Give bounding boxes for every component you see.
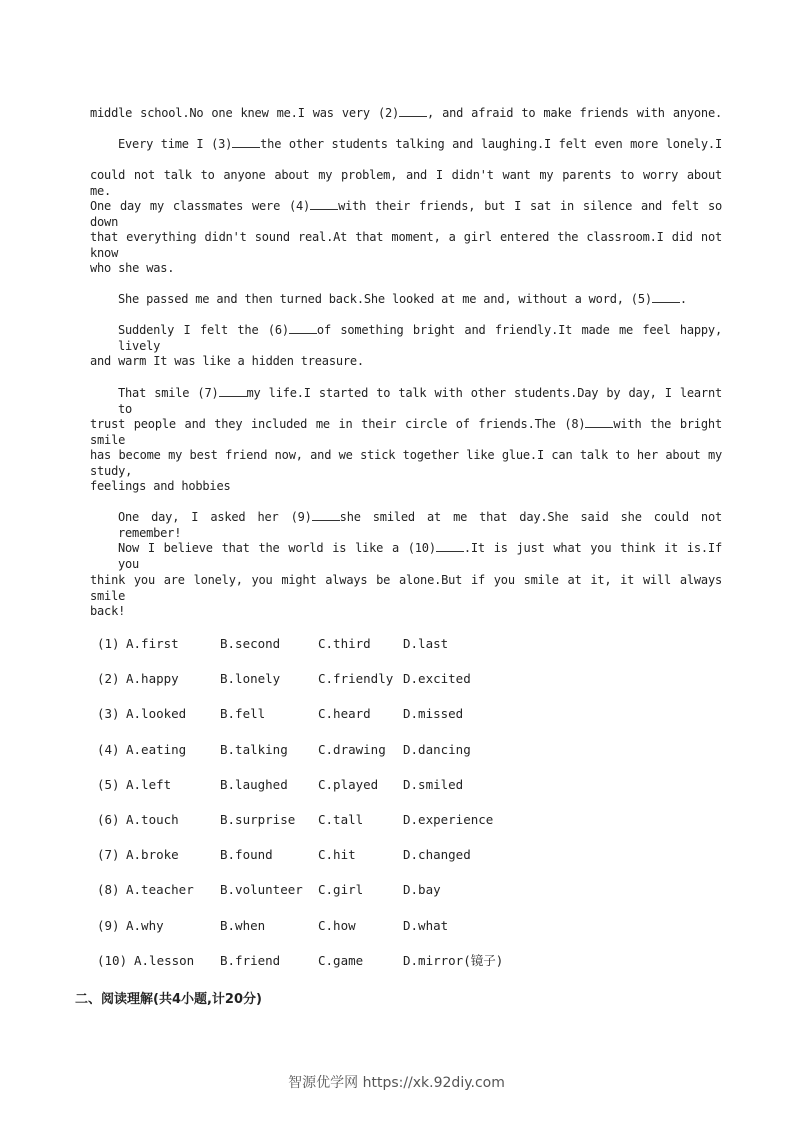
passage-line	[90, 198, 722, 230]
answer-blank[interactable]	[312, 509, 340, 521]
line-text: and warm It was like a hidden treasure.	[90, 354, 364, 368]
line-text: could not talk to anyone about my problem, and I didn't want my parents to worry about me.	[90, 168, 722, 198]
option-c[interactable]: C.how	[318, 918, 356, 933]
line-text: has become my best friend now, and we stick together like glue.I can talk to her about my study,	[90, 448, 722, 478]
option-c[interactable]: C.hit	[318, 847, 356, 862]
passage-line	[90, 447, 722, 479]
passage-line	[118, 136, 722, 152]
line-text: that everything didn't sound real.At that moment, a girl entered the classroom.I did not know	[90, 230, 722, 260]
option-a[interactable]: A.why	[126, 918, 164, 933]
question-number: (5)	[97, 777, 120, 792]
passage-line	[118, 291, 722, 307]
question-number: (3)	[97, 706, 120, 721]
footer-watermark: 智源优学网 https://xk.92diy.com	[288, 1075, 505, 1091]
option-b[interactable]: B.talking	[220, 742, 288, 757]
option-b[interactable]: B.lonely	[220, 671, 281, 686]
line-text: Every time I (3)	[118, 137, 233, 151]
section-title: 二、阅读理解(共4小题,计20分)	[75, 992, 262, 1007]
passage-line	[90, 478, 722, 494]
option-d[interactable]: D.dancing	[403, 742, 471, 757]
answer-blank[interactable]	[232, 136, 260, 148]
passage-line	[90, 353, 722, 369]
option-c[interactable]: C.drawing	[318, 742, 386, 757]
question-number: (2)	[97, 671, 120, 686]
option-c[interactable]: C.tall	[318, 812, 364, 827]
line-text: she smiled at me that day.She said she could not remember!	[118, 510, 722, 540]
line-text: with their friends, but I sat in silence and felt so down	[90, 199, 722, 229]
option-a[interactable]: A.touch	[126, 812, 179, 827]
line-text: Now I believe that the world is like a (10)	[118, 541, 436, 555]
question-number: (1)	[97, 636, 120, 651]
line-text: my life.I started to talk with other students.Day by day, I learnt to	[118, 386, 722, 416]
line-text: One day my classmates were (4)	[90, 199, 311, 213]
option-a[interactable]: A.eating	[126, 742, 187, 757]
option-d[interactable]: D.excited	[403, 671, 471, 686]
option-a[interactable]: A.lesson	[134, 953, 195, 968]
answer-blank[interactable]	[585, 416, 613, 428]
option-a[interactable]: A.left	[126, 777, 172, 792]
option-b[interactable]: B.laughed	[220, 777, 288, 792]
option-d[interactable]: D.missed	[403, 706, 464, 721]
answer-blank[interactable]	[652, 291, 680, 303]
answer-blank[interactable]	[310, 198, 338, 210]
option-c[interactable]: C.girl	[318, 882, 364, 897]
line-text: , and afraid to make friends with anyone.	[427, 106, 723, 120]
line-text: feelings and hobbies	[90, 479, 231, 493]
answer-blank[interactable]	[289, 322, 317, 334]
option-d[interactable]: D.changed	[403, 847, 471, 862]
option-c[interactable]: C.heard	[318, 706, 371, 721]
option-d[interactable]: D.mirror(镜子)	[403, 953, 504, 968]
option-a[interactable]: A.looked	[126, 706, 187, 721]
line-text: middle school.No one knew me.I was very (2)	[90, 106, 400, 120]
option-b[interactable]: B.found	[220, 847, 273, 862]
option-b[interactable]: B.second	[220, 636, 281, 651]
line-text: with the bright smile	[90, 417, 722, 447]
line-text: .	[679, 292, 687, 306]
passage-line	[118, 385, 722, 417]
line-text: who she was.	[90, 261, 175, 275]
option-d[interactable]: D.last	[403, 636, 449, 651]
option-a[interactable]: A.happy	[126, 671, 179, 686]
question-number: (6)	[97, 812, 120, 827]
passage-line	[90, 105, 722, 121]
question-number: (10)	[97, 953, 128, 968]
line-text: One day, I asked her (9)	[118, 510, 312, 524]
line-text: trust people and they included me in their circle of friends.The (8)	[90, 417, 586, 431]
passage-line	[90, 229, 722, 261]
option-a[interactable]: A.teacher	[126, 882, 194, 897]
passage-line	[90, 167, 722, 199]
question-number: (4)	[97, 742, 120, 757]
option-b[interactable]: B.fell	[220, 706, 266, 721]
passage-line	[118, 540, 722, 572]
line-text: Suddenly I felt the (6)	[118, 323, 289, 337]
option-c[interactable]: C.game	[318, 953, 364, 968]
question-number: (7)	[97, 847, 120, 862]
answer-blank[interactable]	[219, 385, 247, 397]
option-d[interactable]: D.bay	[403, 882, 441, 897]
option-c[interactable]: C.friendly	[318, 671, 394, 686]
question-number: (8)	[97, 882, 120, 897]
option-d[interactable]: D.experience	[403, 812, 494, 827]
line-text: of something bright and friendly.It made me feel happy, lively	[118, 323, 722, 353]
option-b[interactable]: B.friend	[220, 953, 281, 968]
answer-blank[interactable]	[399, 105, 427, 117]
option-d[interactable]: D.smiled	[403, 777, 464, 792]
passage-line	[118, 509, 722, 541]
option-d[interactable]: D.what	[403, 918, 449, 933]
question-number: (9)	[97, 918, 120, 933]
option-b[interactable]: B.surprise	[220, 812, 296, 827]
line-text: back!	[90, 604, 126, 618]
option-c[interactable]: C.played	[318, 777, 379, 792]
option-c[interactable]: C.third	[318, 636, 371, 651]
option-a[interactable]: A.first	[126, 636, 179, 651]
passage-line	[118, 322, 722, 354]
option-a[interactable]: A.broke	[126, 847, 179, 862]
option-b[interactable]: B.when	[220, 918, 266, 933]
option-b[interactable]: B.volunteer	[220, 882, 303, 897]
passage-line	[90, 572, 722, 604]
answer-blank[interactable]	[436, 540, 464, 552]
line-text: .It is just what you think it is.If you	[118, 541, 722, 571]
passage-line	[90, 260, 722, 276]
line-text: think you are lonely, you might always be alone.But if you smile at it, it will always smile	[90, 573, 722, 603]
passage-line	[90, 603, 722, 619]
line-text: She passed me and then turned back.She looked at me and, without a word, (5)	[118, 292, 652, 306]
passage-line	[90, 416, 722, 448]
line-text: the other students talking and laughing.I felt even more lonely.I	[260, 137, 722, 151]
line-text: That smile (7)	[118, 386, 219, 400]
